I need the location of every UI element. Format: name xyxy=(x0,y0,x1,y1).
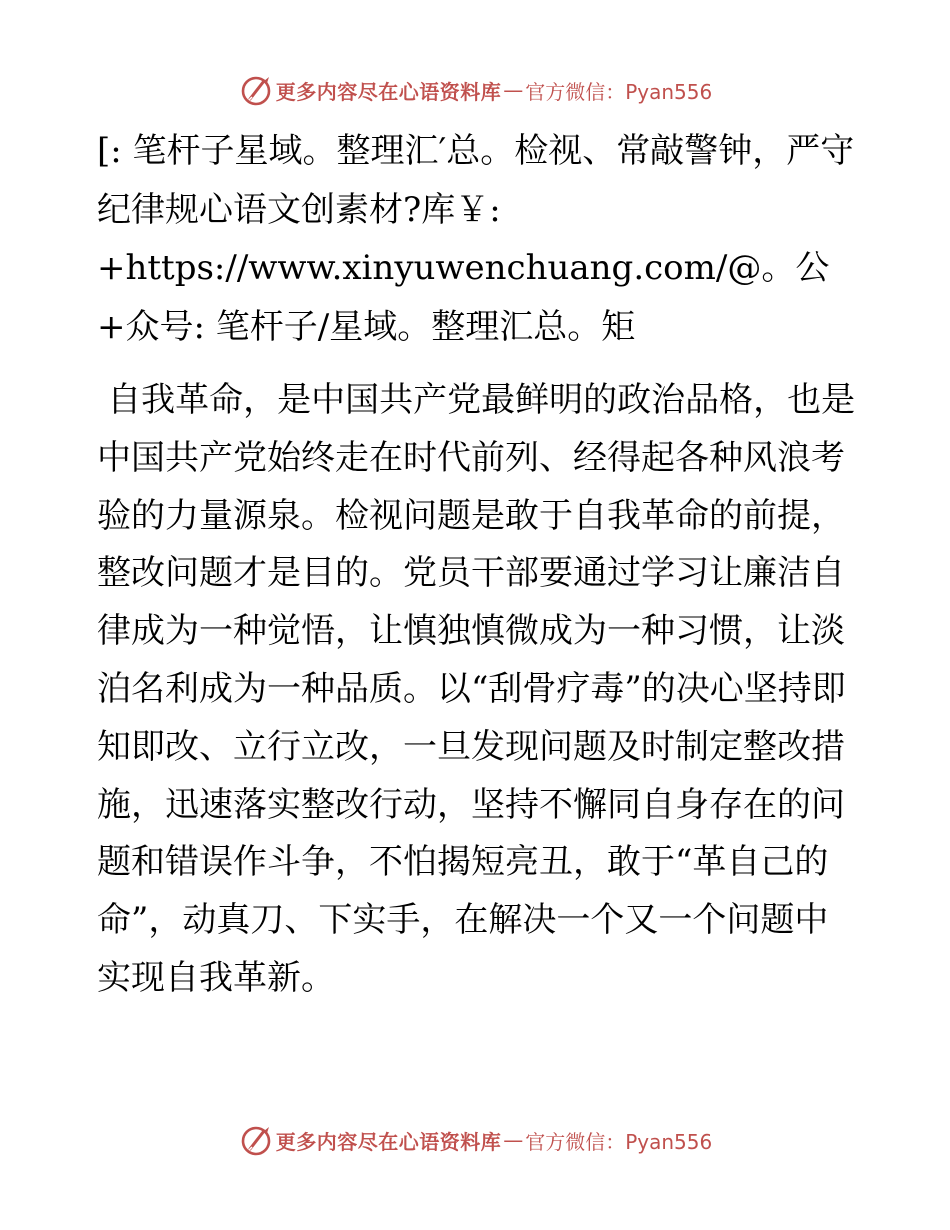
header-banner xyxy=(0,70,950,110)
banner-contact: 官方微信：Pyan556 xyxy=(525,1129,713,1154)
banner-text: 更多内容尽在心语资料库 xyxy=(275,1129,502,1154)
banner-contact: 官方微信：Pyan556 xyxy=(525,79,713,104)
banner-text: 更多内容尽在心语资料库 xyxy=(275,79,502,104)
banner-dash: — xyxy=(503,78,524,102)
banner-dash: — xyxy=(503,1128,524,1152)
paragraph-watermark: [: 笔杆子星域。整理汇′总。检视、常敲警钟，严守纪律规心语文创素材?库￥: +https://www.xinyuwenchuang.com/@。公+众号: 笔杆子/星域。整理汇总。矩 xyxy=(97,131,855,347)
paragraph-body: 自我革命，是中国共产党最鲜明的政治品格，也是中国共产党始终走在时代前列、经得起各种风浪考验的力量源泉。检视问题是敢于自我革命的前提，整改问题才是目的。党员干部要通过学习让廉洁自律成为一种觉悟，让慎独慎微成为一种习惯，让淡泊名利成为一种品质。以“刮骨疗毒”的决心坚持即知即改、立行立改，一旦发现问题及时制定整改措施，迅速落实整改行动，坚持不懈同自身存在的问题和错误作斗争，不怕揭短亮丑，敢于“革自己的命”，动真刀、下实手，在解决一个又一个问题中实现自我革新。 xyxy=(97,380,856,998)
footer-banner xyxy=(0,1120,950,1160)
quill-logo-icon xyxy=(238,1122,274,1158)
quill-logo-icon xyxy=(238,72,274,108)
